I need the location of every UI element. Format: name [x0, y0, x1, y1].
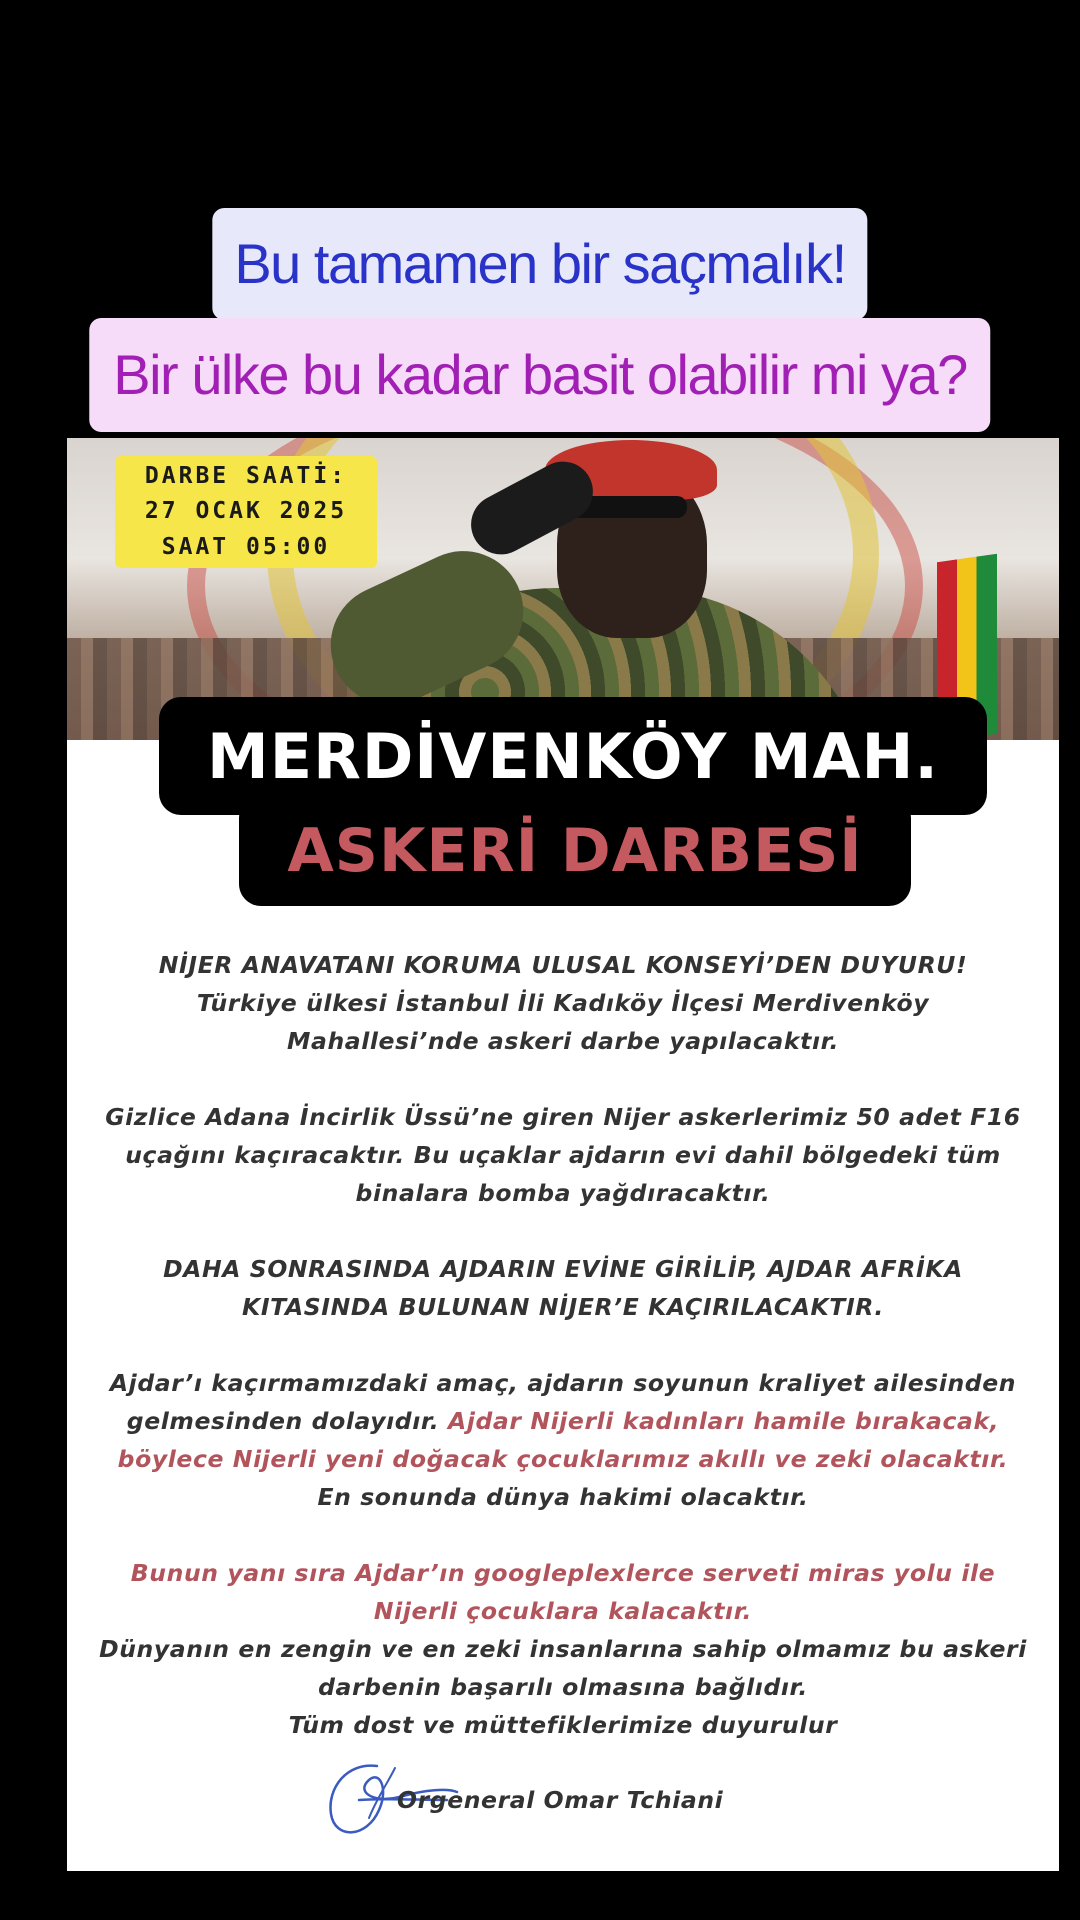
paragraph-2: [67, 1098, 1059, 1212]
paragraph-4-line-3: böylece Nijerli yeni doğacak çocuklarımız akıllı ve zeki olacaktır.: [117, 1445, 1009, 1473]
paragraph-2-line-1: Gizlice Adana İncirlik Üssü’ne giren Nijer askerlerimiz 50 adet F16: [105, 1103, 1021, 1131]
paragraph-2-line-3: binalara bomba yağdıracaktır.: [355, 1179, 771, 1207]
paragraph-5-line-5: Tüm dost ve müttefiklerimize duyurulur: [288, 1711, 838, 1739]
date-badge-line-2: 27 OCAK 2025: [144, 498, 348, 525]
paragraph-5: [67, 1554, 1059, 1744]
paragraph-4-line-2-red: Ajdar Nijerli kadınları hamile bırakacak,: [448, 1407, 1000, 1435]
paragraph-2-line-2: uçağını kaçıracaktır. Bu uçaklar ajdarın evi dahil bölgedeki tüm: [125, 1141, 1001, 1169]
paragraph-4-line-2: [67, 1402, 1059, 1440]
paragraph-5-line-1: Bunun yanı sıra Ajdar’ın googleplexlerce serveti miras yolu ile: [130, 1559, 996, 1587]
paragraph-1-line-3: Mahallesi’nde askeri darbe yapılacaktır.: [287, 1027, 839, 1055]
paragraph-3: [67, 1250, 1059, 1326]
date-badge: [115, 456, 377, 568]
soldier-saluting-photo: [67, 438, 1059, 740]
announcement-flyer: [67, 438, 1059, 1871]
paragraph-4: [67, 1364, 1059, 1516]
title-box-secondary: [239, 796, 911, 906]
title-line-2: ASKERİ DARBESİ: [287, 816, 863, 886]
title-line-1: MERDİVENKÖY MAH.: [207, 719, 939, 793]
paragraph-5-line-3: Dünyanın en zengin ve en zeki insanlarına sahip olmamız bu askeri: [99, 1635, 1027, 1663]
date-badge-line-1: DARBE SAATİ:: [144, 462, 348, 489]
paragraph-1: [67, 946, 1059, 1060]
caption-bubble-top: [212, 208, 867, 320]
caption-text-bottom: Bir ülke bu kadar basit olabilir mi ya?: [113, 343, 967, 406]
paragraph-4-line-2-plain: gelmesinden dolayıdır.: [126, 1407, 449, 1435]
date-badge-line-3: SAAT 05:00: [161, 533, 331, 560]
caption-text-top: Bu tamamen bir saçmalık!: [234, 232, 846, 295]
paragraph-1-line-1: NİJER ANAVATANI KORUMA ULUSAL KONSEYİ’DEN DUYURU!: [158, 951, 968, 979]
paragraph-5-line-2: Nijerli çocuklara kalacaktır.: [373, 1597, 753, 1625]
signature-block: [307, 1748, 767, 1848]
paragraph-4-line-4: En sonunda dünya hakimi olacaktır.: [317, 1483, 809, 1511]
signature-name: Orgeneral Omar Tchiani: [397, 1786, 724, 1814]
paragraph-1-line-2: Türkiye ülkesi İstanbul İli Kadıköy İlçesi Merdivenköy: [196, 989, 930, 1017]
paragraph-4-line-1: Ajdar’ı kaçırmamızdaki amaç, ajdarın soyunun kraliyet ailesinden: [109, 1369, 1017, 1397]
paragraph-3-line-2: KITASINDA BULUNAN NİJER’E KAÇIRILACAKTIR.: [242, 1293, 884, 1321]
announcement-body: [67, 946, 1059, 1744]
paragraph-3-line-1: DAHA SONRASINDA AJDARIN EVİNE GİRİLİP, AJDAR AFRİKA: [163, 1255, 963, 1283]
caption-bubble-bottom: [89, 318, 990, 432]
paragraph-5-line-4: darbenin başarılı olmasına bağlıdır.: [318, 1673, 808, 1701]
